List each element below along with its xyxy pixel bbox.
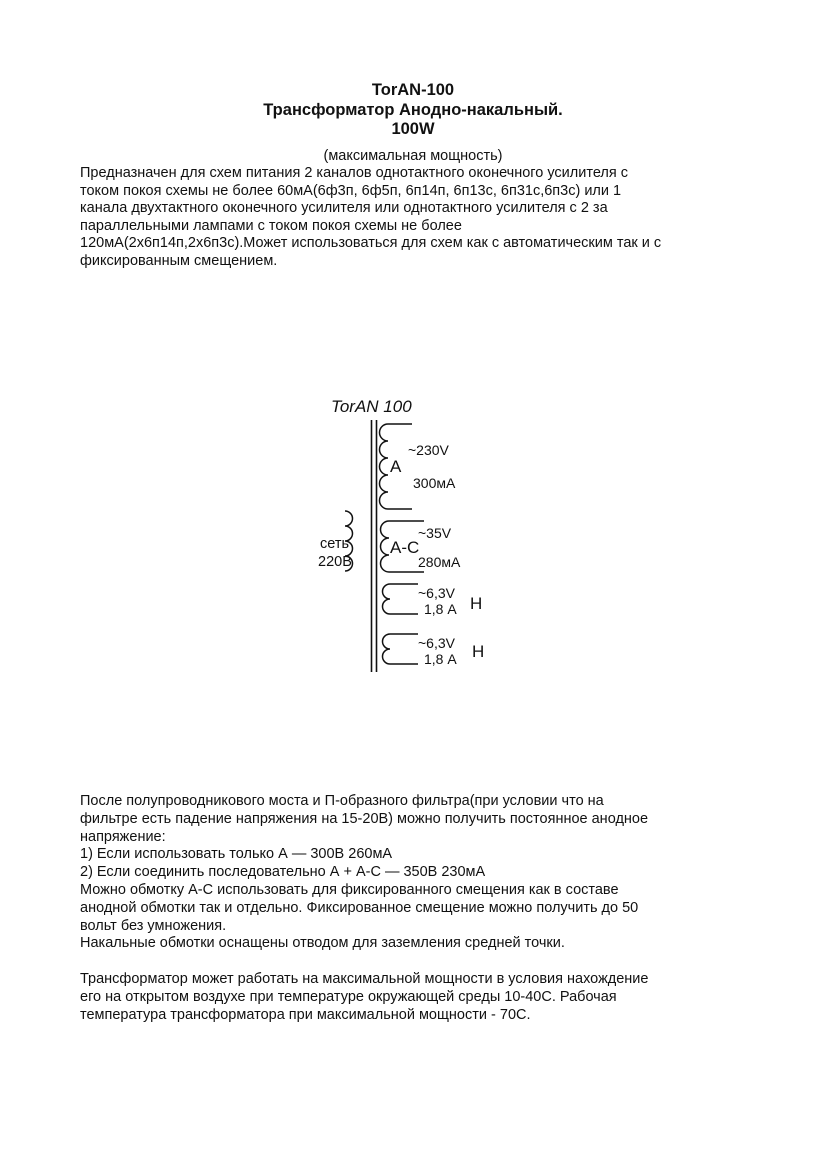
winding-a-letter: А [390, 457, 402, 476]
body-line: Можно обмотку А-С использовать для фиксированного смещения как в составе [80, 881, 619, 898]
list-item: 2) Если соединить последовательно А + А-С — 350В 230мА [80, 864, 486, 881]
paragraph-spacer [80, 953, 760, 971]
body-line: Трансформатор может работать на максимальной мощности в условия нахождение [80, 970, 649, 987]
power-rating: 100W [391, 120, 435, 138]
intro-line: 120мА(2х6п14п,2х6п3с).Может использоваться для схем как с автоматическим так и с [80, 235, 662, 252]
body-line: температура трансформатора при максимальной мощности - 70С. [80, 1006, 531, 1023]
winding-h1-coil [383, 584, 418, 614]
body-line: его на открытом воздухе при температуре окружающей среды 10-40С. Рабочая [80, 988, 617, 1005]
body-line: После полупроводникового моста и П-образного фильтра(при условии что на [80, 793, 604, 809]
body-line: анодной обмотки так и отдельно. Фиксированное смещение можно получить до 50 [80, 899, 639, 916]
winding-h1-current: 1,8 А [424, 601, 457, 617]
body-line: Накальные обмотки оснащены отводом для заземления средней точки. [80, 935, 565, 952]
document-title: TorAN-100 [371, 81, 455, 99]
body-line: вольт без умножения. [80, 917, 227, 934]
winding-h2-letter: Н [472, 642, 485, 661]
intro-line: Предназначен для схем питания 2 каналов однотактного оконечного усилителя с [80, 165, 628, 181]
winding-h2-current: 1,8 А [424, 651, 457, 667]
primary-label-line2: 220В [318, 554, 352, 570]
winding-ac-letter: А-С [390, 538, 420, 557]
intro-line: током покоя схемы не более 60мА(6ф3п, 6ф5п, 6п14п, 6п13с, 6п31с,6п3с) или 1 [80, 182, 622, 199]
winding-h2-coil [383, 634, 418, 664]
winding-ac-current: 280мА [418, 554, 461, 570]
body-text [80, 793, 760, 1024]
document-subtitle: Трансформатор Анодно-накальный. [263, 100, 563, 119]
winding-a-voltage: ~230V [408, 442, 449, 458]
winding-a-current: 300мА [413, 475, 456, 491]
primary-label-line1: сеть [320, 536, 350, 552]
winding-h1-voltage: ~6,3V [418, 585, 455, 601]
power-note: (максимальная мощность) [323, 148, 503, 164]
winding-ac-voltage: ~35V [418, 525, 452, 541]
intro-line: канала двухтактного оконечного усилителя или однотактного усилителя с 2 за [80, 200, 608, 217]
intro-line: параллельными лампами с током покоя схемы не более [80, 217, 462, 234]
schematic-label: TorAN 100 [331, 397, 412, 416]
body-line: фильтре есть падение напряжения на 15-20В) можно получить постоянное анодное [80, 810, 649, 827]
body-line: напряжение: [80, 828, 166, 845]
list-item: 1) Если использовать только А — 300В 260мА [80, 846, 393, 863]
winding-h1-letter: Н [470, 594, 483, 613]
winding-h2-voltage: ~6,3V [418, 635, 455, 651]
intro-line: фиксированным смещением. [80, 252, 278, 269]
